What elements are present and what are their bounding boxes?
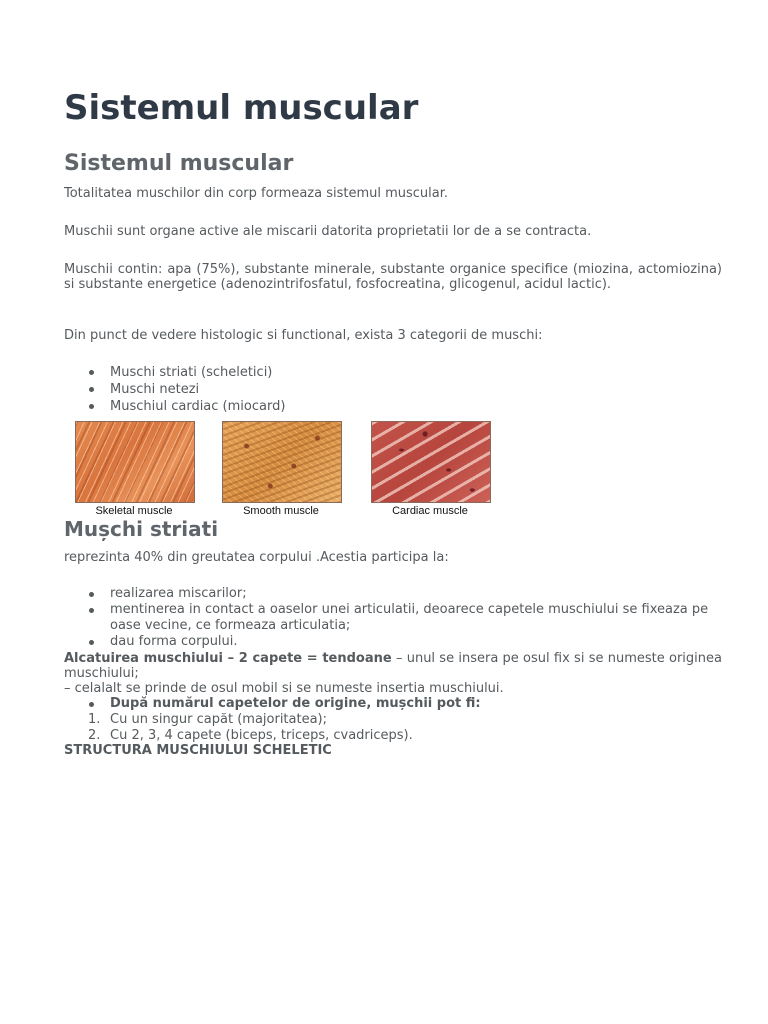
heads-bullet-list (64, 696, 481, 712)
list-item: Muschi netezi (64, 381, 285, 398)
figure-caption-smooth: Smooth muscle (243, 505, 319, 517)
paragraph-definition: Totalitatea muschilor din corp formeaza sistemul muscular. (64, 186, 449, 201)
list-item: Muschiul cardiac (miocard) (64, 398, 285, 415)
striated-intro: reprezinta 40% din greutatea corpului .Acestia participa la: (64, 550, 449, 565)
item-text: Cu un singur capăt (majoritatea); (110, 712, 328, 727)
muscle-structure-bold: Alcatuirea muschiului – 2 capete = tendoane (64, 651, 392, 666)
muscle-structure-text: – unul se insera pe osul fix si se numeste originea muschiului; (64, 651, 722, 681)
skeletal-muscle-image (75, 421, 195, 503)
paragraph-composition: Muschii contin: apa (75%), substante minerale, substante organice specifice (miozina, actomiozina) si substante energetice (adenozintrifosfatul, fosfocreatina, glicogenul, acidul lactic). (64, 262, 722, 292)
striated-heading: Mușchi striati (64, 517, 219, 541)
item-text: Cu 2, 3, 4 capete (biceps, triceps, cvadriceps). (110, 728, 413, 743)
cardiac-muscle-image (371, 421, 491, 503)
list-item: După numărul capetelor de origine, mușchii pot fi: (64, 696, 481, 712)
figure-caption-cardiac: Cardiac muscle (392, 505, 468, 517)
muscle-types-figure (72, 418, 504, 518)
page-title: Sistemul muscular (64, 88, 419, 128)
item-number: 2. (88, 728, 101, 743)
numbered-item (64, 712, 413, 728)
heads-numbered-list (64, 712, 413, 744)
figure-caption-skeletal: Skeletal muscle (95, 505, 173, 517)
list-item: realizarea miscarilor; (64, 586, 722, 602)
structure-heading: STRUCTURA MUSCHIULUI SCHELETIC (64, 743, 332, 758)
list-item: dau forma corpului. (64, 634, 722, 650)
muscle-categories-list (64, 364, 285, 415)
numbered-item (64, 728, 413, 744)
item-number: 1. (88, 712, 101, 727)
striated-roles-list (64, 586, 722, 650)
paragraph-categories-intro: Din punct de vedere histologic si functional, exista 3 categorii de muschi: (64, 328, 543, 343)
list-item: Muschi striati (scheletici) (64, 364, 285, 381)
muscle-insertion-text: – celalalt se prinde de osul mobil si se numeste insertia muschiului. (64, 681, 504, 696)
muscle-structure-paragraph (64, 651, 722, 681)
list-item: mentinerea in contact a oaselor unei articulatii, deoarece capetele muschiului se fixeaza pe oase vecine, ce formeaza articulatia; (64, 602, 722, 634)
section-title: Sistemul muscular (64, 151, 294, 176)
paragraph-function: Muschii sunt organe active ale miscarii datorita proprietatii lor de a se contracta. (64, 224, 592, 239)
smooth-muscle-image (222, 421, 342, 503)
